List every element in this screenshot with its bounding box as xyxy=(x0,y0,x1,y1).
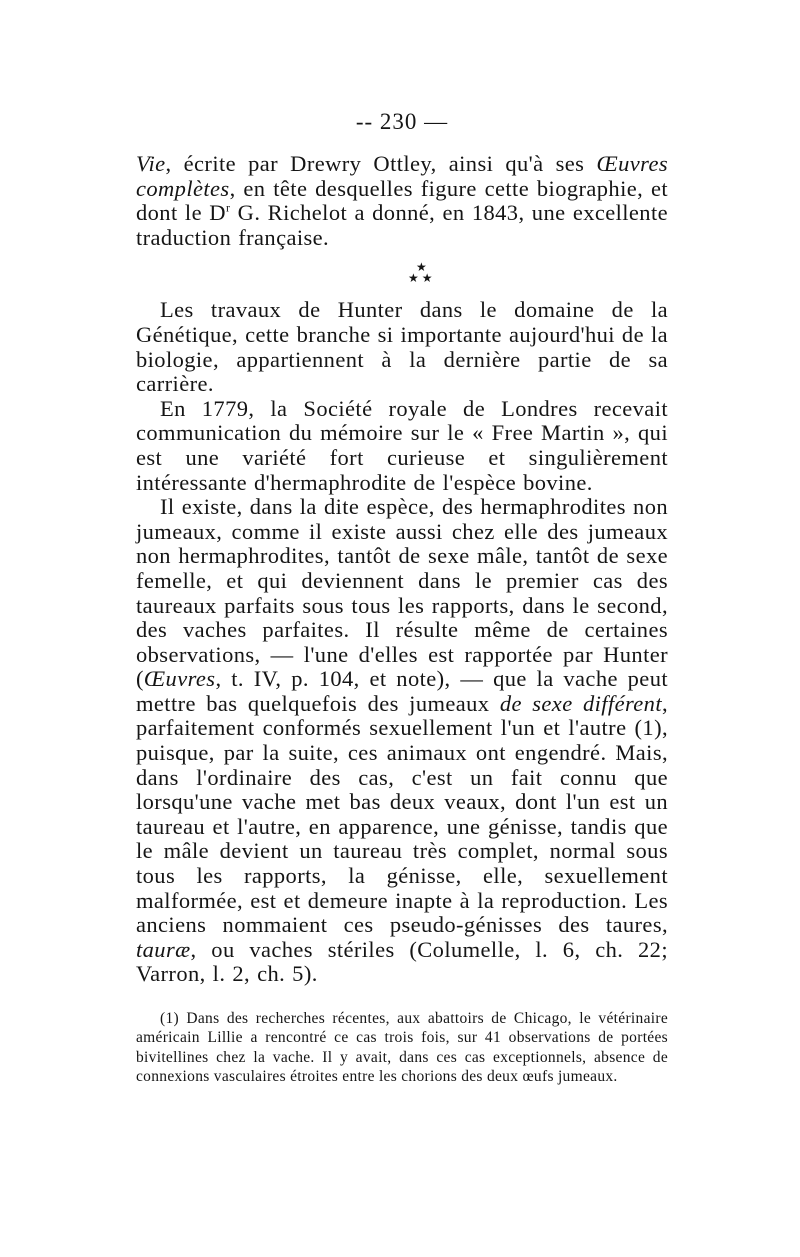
superscript: r xyxy=(225,200,231,215)
asterism-bottom: ★ ★ xyxy=(408,271,433,286)
paragraph-4: Il existe, dans la dite espèce, des hermaphrodites non jumeaux, comme il existe aussi chez elle des jumeaux non hermaphrodites, tantôt de sexe mâle, tantôt de sexe femelle, et qui deviennent dans le premier cas des taureaux parfaits sous tous les rapports, dans le second, des vaches parfaites. Il résulte même de certaines observations, — l'une d'elles est rapportée par Hunter (Œuvres, t. IV, p. 104, et note), — que la vache peut mettre bas quelquefois des jumeaux de sexe différent, parfaitement conformés sexuellement l'un et l'autre (1), puisque, par la suite, ces animaux ont engendré. Mais, dans l'ordinaire des cas, c'est un fait connu que lorsqu'une vache met bas deux veaux, dont l'un est un taureau et l'autre, en apparence, une génisse, tandis que le mâle devient un taureau très complet, normal sous tous les rapports, la génisse, elle, sexuellement malformée, est et demeure inapte à la reproduction. Les anciens nommaient ces pseudo-génisses des taures, tauræ, ou vaches stériles (Columelle, l. 6, ch. 22; Varron, l. 2, ch. 5). xyxy=(136,494,668,987)
paragraph-1: Vie, écrite par Drewry Ottley, ainsi qu'à ses Œuvres complètes, en tête desquelles figure cette biographie, et dont le $D^r$ G. Richelot a donné, en 1843, une excellente traduction française. xyxy=(136,151,668,250)
book-page xyxy=(136,108,668,1087)
italic-title-vie: Vie xyxy=(136,151,166,176)
asterism-divider xyxy=(136,262,668,284)
italic-sexe-different: de sexe différent xyxy=(499,690,662,716)
italic-oeuvres: Œuvres xyxy=(143,666,216,692)
asterism-top: ★ xyxy=(416,260,427,275)
italic-title-oeuvres: Œuvres complètes xyxy=(136,151,668,201)
footnotes xyxy=(136,1009,668,1087)
page-number: -- 230 — xyxy=(355,109,449,134)
footnote-1: (1) Dans des recherches récentes, aux abattoirs de Chicago, le vétérinaire américain Lillie a rencontré ce cas trois fois, sur 41 observations de portées bivitellines chez la vache. Il y avait, dans ces cas exceptionnels, absence de connexions vasculaires étroites entre les chorions des deux œufs jumeaux. xyxy=(136,1010,668,1086)
body-text xyxy=(136,152,668,987)
paragraph-3: En 1779, la Société royale de Londres recevait communication du mémoire sur le « Free Martin », qui est une variété fort curieuse et singulièrement intéressante d'hermaphrodite de l'espèce bovine. xyxy=(136,395,668,495)
italic-taurae: tauræ xyxy=(136,936,191,962)
paragraph-2: Les travaux de Hunter dans le domaine de la Génétique, cette branche si importante aujourd'hui de la biologie, appartiennent à la dernière partie de sa carrière. xyxy=(136,297,669,397)
